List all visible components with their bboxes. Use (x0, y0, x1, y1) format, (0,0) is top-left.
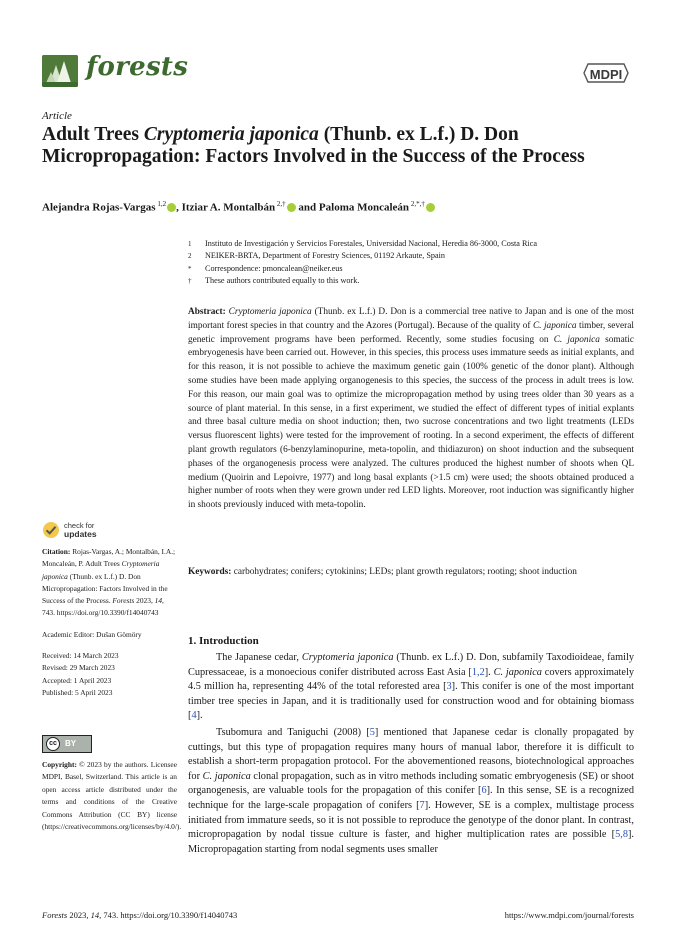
reference-link[interactable]: 6 (481, 785, 487, 797)
abstract-segment: C. japonica (553, 334, 600, 345)
section-heading-introduction: 1. Introduction (188, 635, 259, 647)
copyright (42, 759, 182, 833)
citation-segment: 2023, (134, 596, 155, 606)
check-for-updates-button[interactable] (42, 521, 102, 541)
intro-text-segment: ] mentioned that Japanese cedar is clonally propagated by cuttings, but this type of propagation requires many hours of manual labor, therefore it is difficult to establish a short-term propagation protocol. For the abovementioned reasons, biotechnological approaches for (188, 726, 634, 782)
author-affiliation-mark: 2,† (275, 200, 286, 208)
keywords-text: carbohydrates; conifers; cytokinins; LEDs; plant growth regulators; rooting; shoot induction (231, 567, 577, 577)
intro-text-segment: clonal propagation, such as in vitro methods including somatic embryogenesis (SE) or shoot organogenesis, are valuable tools for the propagation of this conifer [ (188, 770, 634, 797)
orcid-icon[interactable] (287, 203, 296, 212)
check-line2: updates (64, 529, 97, 539)
intro-text-segment: Cryptomeria japonica (301, 652, 394, 663)
abstract-segment: (Thunb. ex L.f.) D. Don is a commercial tree native to Japan and is one of the most important forest species in that country and the Azores (Portugal). Because of the quality of (188, 307, 635, 331)
citation-segment: Rojas-Vargas, A.; Montalbán, I.A.; Moncaleán, P. Adult Trees (42, 547, 176, 569)
date-accepted: Accepted: 1 April 2023 (42, 675, 112, 685)
footer-journal-url[interactable]: https://www.mdpi.com/journal/forests (504, 910, 634, 920)
affiliation-item (188, 263, 628, 275)
author-name: Itziar A. Montalbán (181, 201, 276, 214)
reference-link[interactable]: 4 (191, 710, 197, 722)
reference-link[interactable]: 5,8 (615, 829, 628, 841)
intro-text-segment: covers approximately 4.5 million ha, representing 44% of the total reforested area [ (188, 666, 634, 693)
affiliation-text: Instituto de Investigación y Servicios Forestales, Universidad Nacional, Heredia 86-3000, Costa Rica (205, 239, 537, 248)
date-revised: Revised: 29 March 2023 (42, 663, 115, 673)
affiliation-item (188, 250, 628, 262)
citation-label: Citation: (42, 547, 71, 556)
intro-paragraph-2 (188, 726, 634, 857)
intro-text-segment: The Japanese cedar, (216, 652, 302, 663)
citation (42, 546, 177, 620)
affiliation-item (188, 275, 628, 287)
date-received: Received: 14 March 2023 (42, 651, 119, 661)
academic-editor: Academic Editor: Dušan Gömöry (42, 629, 142, 639)
intro-text-segment: ]. This conifer is one of the most important timber tree species in Japan, and it is traditionally used for construction wood and for obtaining biomass [ (188, 681, 634, 722)
journal-name: forests (86, 52, 189, 82)
citation-segment: Cryptomeria japonica (42, 559, 160, 581)
copyright-label: Copyright: (42, 760, 77, 769)
article-type: Article (42, 110, 72, 122)
intro-text-segment: ]. (484, 666, 494, 678)
orcid-icon[interactable] (167, 203, 176, 212)
affiliation-mark: † (188, 277, 192, 286)
publisher-logo (582, 62, 630, 84)
intro-text-segment: ]. Micropropagation starting from nodal segments uses smaller (188, 829, 634, 855)
intro-text-segment: C. japonica (493, 666, 542, 678)
affiliation-mark: 2 (188, 252, 192, 261)
citation-segment: (Thunb. ex L.f.) D. Don Micropropagation: Factors Involved in the Success of the Process. (42, 571, 168, 606)
article-title: Adult Trees Cryptomeria japonica (Thunb. ex L.f.) D. Don Micropropagation: Factors Involved in the Success of the Process (42, 124, 585, 167)
check-updates-icon (42, 521, 60, 539)
intro-text-segment: ]. (196, 710, 203, 722)
reference-link[interactable]: 7 (419, 799, 425, 811)
author-name: Paloma Moncaleán (318, 201, 410, 214)
intro-text-segment: C. japonica (202, 770, 251, 782)
keywords-label: Keywords: (188, 567, 232, 577)
abstract-text (188, 307, 634, 510)
tree-icon (42, 55, 78, 87)
reference-link[interactable]: 5 (369, 726, 375, 738)
affiliation-text: These authors contributed equally to this work. (205, 276, 360, 286)
author-list (42, 200, 435, 214)
intro-text-segment: ]. In this sense, SE is a recognized technique for the large-scale propagation of conifers [ (188, 785, 634, 811)
footer-citation: Forests 2023, 14, 743. https://doi.org/10.3390/f14040743 (42, 910, 238, 920)
abstract-segment: timber, several genetic improvement programs have been performed. Recently, some studies focusing on (188, 320, 634, 345)
abstract (188, 306, 634, 513)
intro-paragraph-1 (188, 651, 634, 724)
copyright-text: © 2023 by the authors. Licensee MDPI, Basel, Switzerland. This article is an open access article distributed under the terms and conditions of the Creative Commons Attribution (CC BY) license (https://creativecommons.org/licenses/by/4.0/). (42, 760, 182, 832)
author-separator: , (176, 201, 182, 214)
abstract-segment: somatic embryogenesis have been carried out. However, in this species, this process uses immature seeds as initial explants, and for this reason, it is not possible to achieve the maximum genetic gain (100% genetic of the donor plant). Although some studies have been made applying organogenesis to this species, the success of the process in adult trees is low. For this reason, our main goal was to optimize the micropropagation method by using trees older than 30 years as a source of plant material. In this sense, in a first experiment, we studied the effect of different types of initial explants and three basal culture media on shoot induction; then, two sucrose concentrations and two light treatments (LEDs versus fluorescent lights) were tested for the improvement of rooting. In a second experiment, the effects of different plant growth regulators (6-benzylaminopurine, meta-topolin, and thidiazuron) on shoot induction and the subsequent phases of the organogenesis process were analyzed. The cultures produced the highest number of shoots when QL medium (Quoirin and Lepoivre, 1977) and long basal explants (>1.5 cm) were used; the shoots obtained produced a higher number of roots when they were grown under red LED lights. Moreover, root induction was significantly higher in shoots previously induced with meta-topolin. (188, 334, 634, 511)
author-affiliation-mark: 1,2 (155, 200, 167, 208)
date-published: Published: 5 April 2023 (42, 687, 113, 697)
keywords (188, 566, 634, 580)
introduction-body (188, 651, 634, 859)
citation-segment: Forests (112, 596, 135, 606)
affiliation-item (188, 238, 628, 250)
affiliations (188, 238, 628, 288)
abstract-segment: C. japonica (532, 320, 577, 331)
affiliation-mark: * (188, 264, 192, 273)
intro-text-segment: (Thunb. ex L.f.) D. Don, subfamily Taxodioideae, family Cupressaceae, is a monoecious conifer distributed across East Asia [ (188, 652, 634, 678)
journal-logo (42, 55, 78, 87)
cc-icon: cc (46, 737, 60, 751)
sidebar-info (42, 546, 177, 708)
affiliation-mark: 1 (188, 240, 192, 248)
orcid-icon[interactable] (426, 203, 435, 212)
author-affiliation-mark: 2,*,† (409, 200, 425, 208)
citation-segment: 14 (154, 596, 163, 606)
abstract-label: Abstract: (188, 307, 226, 317)
dates (42, 650, 177, 699)
citation-segment: , 743. https://doi.org/10.3390/f14040743 (42, 596, 164, 618)
check-line1: check for (64, 521, 95, 530)
publisher-name: MDPI (589, 67, 623, 82)
cc-by-text: BY (65, 739, 77, 748)
affiliation-text: Correspondence: pmoncalean@neiker.eus (205, 263, 343, 273)
author-name: Alejandra Rojas-Vargas (42, 201, 156, 214)
reference-link[interactable]: 1,2 (471, 666, 485, 678)
author-separator: and (295, 201, 319, 214)
intro-text-segment: ]. However, SE is a complex, multistage process initiated from immature seeds, so it is not possible to reproduce the genotype of the donor plant. In contrast, micropropagation by nodal tissue culture is faster, and higher multiplication rates are possible [ (188, 799, 635, 841)
affiliation-text: NEIKER-BRTA, Department of Forestry Sciences, 01192 Arkaute, Spain (205, 251, 446, 261)
intro-text-segment: Tsubomura and Taniguchi (2008) [ (216, 726, 370, 738)
abstract-segment: Cryptomeria japonica (228, 307, 312, 317)
cc-by-license-badge[interactable] (42, 735, 92, 753)
reference-link[interactable]: 3 (446, 681, 452, 693)
